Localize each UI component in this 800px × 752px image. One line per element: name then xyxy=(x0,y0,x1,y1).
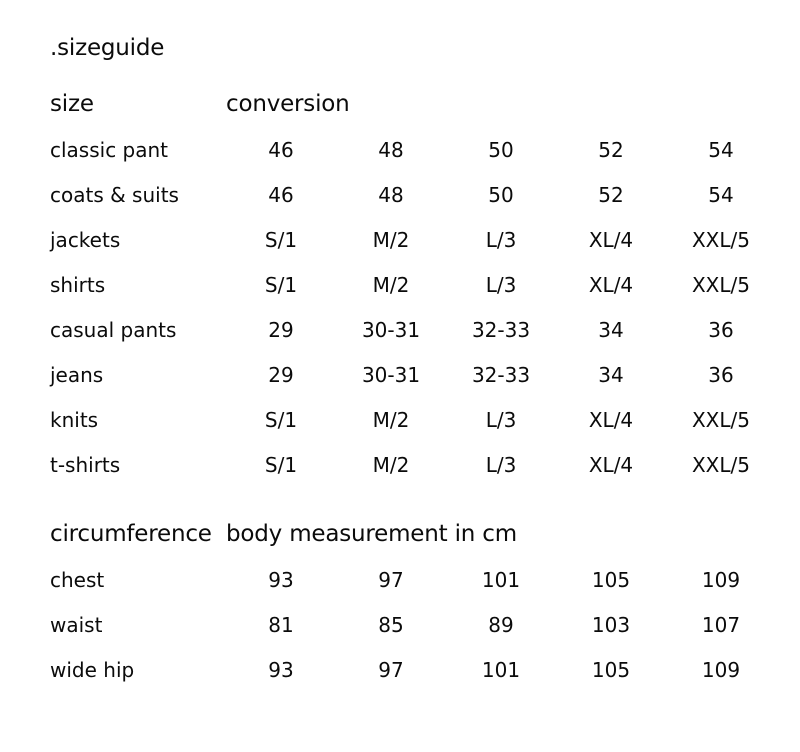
row-value: 29 xyxy=(268,317,294,342)
table-row xyxy=(50,217,800,262)
row-label: casual pants xyxy=(50,317,177,342)
row-value: 52 xyxy=(598,182,624,207)
row-value: 30-31 xyxy=(361,362,421,387)
table-row xyxy=(50,307,800,352)
row-value: 50 xyxy=(488,182,514,207)
row-label: jackets xyxy=(50,227,121,252)
row-value: 107 xyxy=(701,612,741,637)
table-row xyxy=(50,262,800,307)
row-value: S/1 xyxy=(264,227,298,252)
row-value: 93 xyxy=(268,657,294,682)
row-value: 52 xyxy=(598,137,624,162)
row-value: 48 xyxy=(378,182,404,207)
row-value: 103 xyxy=(591,612,631,637)
size-table-header-row xyxy=(50,82,800,127)
row-value: XL/4 xyxy=(588,272,634,297)
row-value: 32-33 xyxy=(471,362,531,387)
row-label: coats & suits xyxy=(50,182,179,207)
row-value: L/3 xyxy=(485,452,517,477)
row-value: 34 xyxy=(598,362,624,387)
row-value: S/1 xyxy=(264,452,298,477)
row-value: L/3 xyxy=(485,227,517,252)
table-row xyxy=(50,442,800,487)
row-value: 89 xyxy=(488,612,514,637)
row-label: classic pant xyxy=(50,137,169,162)
row-value: 109 xyxy=(701,657,741,682)
row-value: 36 xyxy=(708,362,734,387)
row-value: 101 xyxy=(481,567,521,592)
row-label: wide hip xyxy=(50,657,135,682)
row-label: knits xyxy=(50,407,99,432)
row-value: 32-33 xyxy=(471,317,531,342)
size-conversion-table xyxy=(50,82,800,487)
row-value: 46 xyxy=(268,137,294,162)
row-value: 81 xyxy=(268,612,294,637)
table-row xyxy=(50,397,800,442)
row-value: 97 xyxy=(378,657,404,682)
row-label: shirts xyxy=(50,272,106,297)
table-row xyxy=(50,352,800,397)
row-label: t-shirts xyxy=(50,452,121,477)
row-label: jeans xyxy=(50,362,104,387)
row-value: M/2 xyxy=(372,407,410,432)
row-label: waist xyxy=(50,612,103,637)
table-row xyxy=(50,602,800,647)
row-value: 30-31 xyxy=(361,317,421,342)
row-value: 93 xyxy=(268,567,294,592)
row-value: XXL/5 xyxy=(691,407,750,432)
row-value: S/1 xyxy=(264,272,298,297)
row-value: M/2 xyxy=(372,227,410,252)
row-value: 109 xyxy=(701,567,741,592)
circumference-table-header-row xyxy=(50,512,800,557)
size-column-header: size xyxy=(50,91,94,117)
body-measurement-column-header: body measurement in cm xyxy=(226,521,517,547)
table-row xyxy=(50,172,800,217)
row-value: 46 xyxy=(268,182,294,207)
table-row xyxy=(50,557,800,602)
circumference-column-header: circumference xyxy=(50,521,212,547)
row-value: XXL/5 xyxy=(691,452,750,477)
table-row xyxy=(50,127,800,172)
row-value: XXL/5 xyxy=(691,227,750,252)
row-value: XXL/5 xyxy=(691,272,750,297)
row-value: S/1 xyxy=(264,407,298,432)
row-value: XL/4 xyxy=(588,452,634,477)
row-value: M/2 xyxy=(372,452,410,477)
row-value: 34 xyxy=(598,317,624,342)
row-value: XL/4 xyxy=(588,407,634,432)
conversion-column-header: conversion xyxy=(226,91,350,117)
row-value: L/3 xyxy=(485,272,517,297)
row-value: 48 xyxy=(378,137,404,162)
table-row xyxy=(50,647,800,692)
row-value: 36 xyxy=(708,317,734,342)
row-label: chest xyxy=(50,567,105,592)
row-value: 105 xyxy=(591,567,631,592)
row-value: 29 xyxy=(268,362,294,387)
row-value: M/2 xyxy=(372,272,410,297)
row-value: 101 xyxy=(481,657,521,682)
row-value: 54 xyxy=(708,137,734,162)
row-value: 54 xyxy=(708,182,734,207)
row-value: L/3 xyxy=(485,407,517,432)
row-value: XL/4 xyxy=(588,227,634,252)
row-value: 105 xyxy=(591,657,631,682)
row-value: 85 xyxy=(378,612,404,637)
row-value: 50 xyxy=(488,137,514,162)
row-value: 97 xyxy=(378,567,404,592)
circumference-table xyxy=(50,512,800,692)
page-title: .sizeguide xyxy=(50,35,165,61)
